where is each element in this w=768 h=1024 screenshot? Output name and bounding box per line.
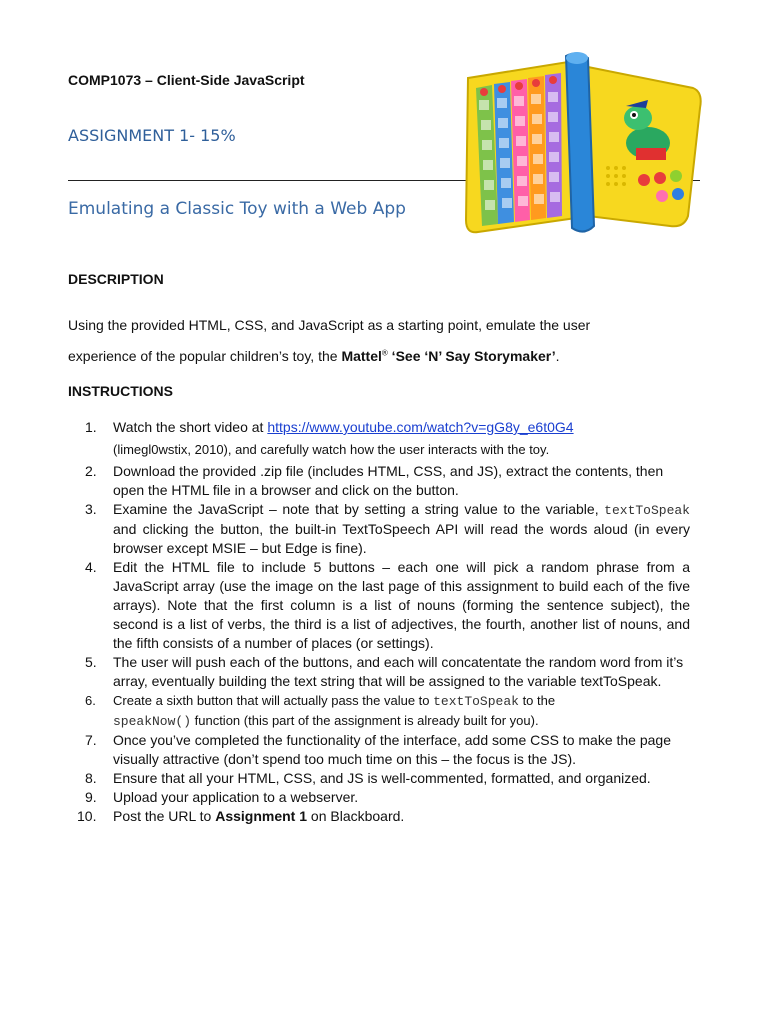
product-name: ‘See ‘N’ Say Storymaker’ <box>387 348 556 364</box>
step-text: Watch the short video at <box>113 419 268 435</box>
assignment-subtitle: Emulating a Classic Toy with a Web App <box>68 199 406 219</box>
instruction-step <box>68 807 690 826</box>
step-text: Create a sixth button that will actually pass the value to <box>113 693 434 708</box>
step-number: 2. <box>85 463 97 479</box>
step-text: Post the URL to <box>113 808 216 824</box>
brand-name: Mattel <box>341 348 382 364</box>
description-line-1: Using the provided HTML, CSS, and JavaScript as a starting point, emulate the user <box>68 317 591 333</box>
description-paragraph <box>68 310 688 372</box>
code-texttospeak: textToSpeak <box>604 503 690 518</box>
step-text-cont-2: function (this part of the assignment is already built for you). <box>191 713 539 728</box>
step-text: Ensure that all your HTML, CSS, and JS is well-commented, formatted, and organized. <box>113 770 651 786</box>
assignment-title: ASSIGNMENT 1- 15% <box>68 126 236 145</box>
step-number: 7. <box>85 732 97 748</box>
description-line-2-end: . <box>555 348 560 364</box>
step-text: The user will push each of the buttons, and each will concatentate the random word from it’s array, eventually building the text string that will be assigned to the variable textToSpeak. <box>113 654 684 689</box>
step-number: 9. <box>85 789 97 805</box>
youtube-video-link[interactable]: https://www.youtube.com/watch?v=gG8y_e6t0G4 <box>267 419 574 435</box>
description-line-2-text: experience of the popular children’s toy, the <box>68 348 342 364</box>
step-text-cont: on Blackboard. <box>307 808 405 824</box>
assignment-name: Assignment 1 <box>215 808 308 824</box>
instruction-step <box>68 418 690 459</box>
step-number: 1. <box>85 419 97 435</box>
code-texttospeak: textToSpeak <box>433 694 519 709</box>
instructions-list <box>68 418 690 826</box>
step-text: Examine the JavaScript – note that by setting a string value to the variable, <box>113 501 605 517</box>
step-text: Edit the HTML file to include 5 buttons – each one will pick a random phrase from a JavaScript array (use the image on the last page of this assignment to build each of the five arrays). Note that the first column is a list of nouns (forming the sentence subject), the second is a list of verbs, the third is a list of adjectives, the fourth, another list of nouns, and the fifth consists of a number of places (or settings). <box>113 559 690 651</box>
course-title: COMP1073 – Client-Side JavaScript <box>68 72 305 88</box>
toy-book-icon <box>448 48 708 248</box>
code-speaknow: speakNow() <box>113 714 192 729</box>
description-heading: DESCRIPTION <box>68 271 164 287</box>
instruction-step <box>68 653 690 691</box>
instruction-step <box>68 788 690 807</box>
step-number: 8. <box>85 770 97 786</box>
instruction-step <box>68 691 690 731</box>
step-text-line-2: (limegl0wstix, 2010), and carefully watch how the user interacts with the toy. <box>113 442 550 457</box>
instruction-step <box>68 731 690 769</box>
instruction-step <box>68 462 690 500</box>
registered-mark: ® <box>381 348 388 358</box>
step-text: Download the provided .zip file (includes HTML, CSS, and JS), extract the contents, then open the HTML file in a browser and click on the button. <box>113 463 664 498</box>
instruction-step <box>68 769 690 788</box>
step-number: 6. <box>85 693 96 708</box>
step-text-cont: and clicking the button, the built-in TextToSpeech API will read the words aloud (in every browser except MSIE – but Edge is fine). <box>113 521 690 556</box>
step-number: 4. <box>85 559 97 575</box>
instructions-heading: INSTRUCTIONS <box>68 383 173 399</box>
step-number: 3. <box>85 501 97 517</box>
step-number: 5. <box>85 654 97 670</box>
instruction-step <box>68 558 690 653</box>
step-number: 10. <box>77 808 97 824</box>
instruction-step <box>68 500 690 558</box>
description-line-2 <box>68 341 688 372</box>
step-text-cont: to the <box>518 693 556 708</box>
step-text: Upload your application to a webserver. <box>113 789 359 805</box>
step-text: Once you’ve completed the functionality of the interface, add some CSS to make the page visually attractive (don’t spend too much time on this – the focus is the JS). <box>113 732 671 767</box>
